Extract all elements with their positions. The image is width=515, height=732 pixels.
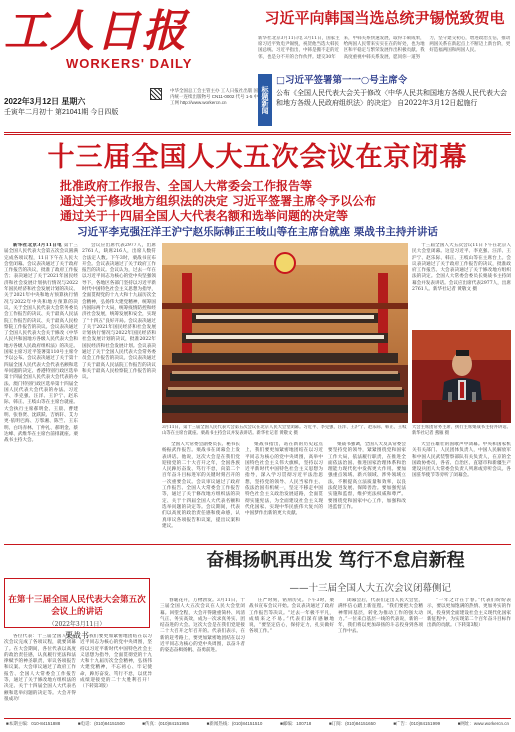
issue-date: 2022年3月12日 星期六 [4,97,86,106]
speaker-photo [412,330,511,423]
feature-headline: 奋楫扬帆再出发 笃行不怠启新程 [206,550,465,571]
article-text: 会议应出席代表2977人，出席2761人，缺席216人，出席人数符合法定人数。下午3时，栗战书宣布开会。会议表决通过了关于政府工作报告的决议。会议认为，过去一年在以习近平同志为核心的党中央坚强领导下，各地区各部门坚持以习近平新时代中国特色社会主义思想为指导，全面贯彻党的十九大和十九届历次全会精神，弘扬伟大建党精神，统筹国内国际两个大局，统筹疫情防控和经济社会发展，统筹发展和安全，实现了“十四五”良好开局。会议表决通过了关于2021年国民经济和社会发展计划执行情况与2022年国民经济和社会发展计划的决议，批准2022年国民经济和社会发展计划。会议表决通过了关于全国人民代表大会常务委员会工作报告的决议。会议表决通过了关于最高人民法院工作报告的决议和关于最高人民检察院工作报告的决议。 [82,243,156,381]
article-column-5 [328,442,406,540]
article-text: 全国人大常委会副委员长、秘书长杨振武作报告。栗战书在闭幕会上发表讲话。他说，这次大会是在我们党迎接党的二十大召开之年，全国各族人民踔厉奋发、笃行不怠，向第二个百年奋斗目标进军的关键时刻召开的一次重要会议。会议审议通过了政府工作报告、全国人大常委会工作报告等，通过了关于修改地方组织法的决定、关于十四届全国人大代表名额和选举问题的决定等。会议期间，代表们以高度的政治责任感和使命感，认真审议各项报告和议案，提出议案和建议。 [162,442,240,529]
article-text: 十三届全国人大五次会议11日下午在北京人民大会堂闭幕。这是习近平、李克强、汪洋、王沪宁、赵乐际、韩正、王岐山等在主席台上。会议表决通过了关于政府工作报告的决议，批准政府工作报告。大会表决通过了关于修改地方组织法的决定。全国人大常委会委员长栗战书主持闭幕会并发表讲话。会议应出席代表2977人，出席2761人。新华社记者 黄敬文 摄 [412,243,511,293]
footer-item: ■本期主编：010-84151888 [6,720,61,726]
speaker-photo-caption: 大会主席团常务主席、执行主席栗战书主持并讲话。新华社记者 燕雁 摄 [412,425,511,436]
divider [4,134,511,135]
footer-item: ■新闻热线：(010)84151510 [206,720,263,726]
feature-subheadline: ——十三届全国人大五次会议闭幕侧记 [289,583,451,594]
article-text: “一年之计在于春。”代表们纷纷表示，要以更加饱满的热情、更加务实的作风，投身到全面建设社会主义现代化国家新征程中，为实现第二个百年奋斗目标作出新的贡献。（下转第3版） [427,598,511,629]
main-subheadline-2: 通过关于修改地方组织法的决定 习近平签署主席令予以公布 [60,194,377,208]
speech-box [4,578,150,640]
article-column-3 [162,442,240,540]
top-right-text: 新华社北京3月11日电 3月11日，国家主席习近平致电尹锡悦，祝贺他当选大韩民国总统。习近平指出，中韩是搬不走的近邻，也是分不开的合作伙伴。建交30年来，中韩关系快速发展，取得丰硕成果，给两国人民带来实实在在的好处，也为地区和平稳定与繁荣发展作出积极贡献。我高度重视中韩关系发展，愿同你一道努力，坚守建交初心，增进政治互信，推动两国关系在新起点上不断迈上新台阶，更好造福两国和两国人民。 [258,36,511,60]
speech-author: 栗战书 [65,631,89,640]
main-photo-caption: 3月11日，第十三届全国人民代表大会第五次会议在北京人民大会堂闭幕。习近平、李克强、汪洋、王沪宁、赵乐际、韩正、王岐山等在主席台就座。栗战书主持会议并发表讲话。新华社记者 黄敬文 摄 [162,425,407,436]
dateline: 新华社北京3月11日电 [13,243,62,248]
article-text: 我们要更加紧密地团结在以习近平同志为核心的党中央周围，坚持以习近平新时代中国特色社会主义思想为指导，全面贯彻党的十九大和十九届历次全会精神，弘扬伟大建党精神，不忘初心、牢记使命，踔厉奋发、笃行不怠，以优异成绩迎接党的二十大胜利召开！（下转第3版） [80,634,152,690]
masthead-logo: 工人日报 [4,6,188,57]
main-subheadline-3: 通过关于十四届全国人大代表名额和选举问题的决定等 [60,209,349,223]
article-column-1 [4,243,78,539]
footer-item: ■传真：(010)84151955 [142,720,190,726]
feature-column-4 [427,598,511,716]
footer-item: ■广告：(010)84151999 [393,720,441,726]
issue-lunar: 壬寅年二月初十 第21041期 今日四版 [4,109,119,116]
main-photo [162,243,408,423]
headline-news-text: 公布《全国人民代表大会关于修改〈中华人民共和国地方各级人民代表大会和地方各级人民政府组织法〉的决定》 自2022年3月12日起施行 [276,89,507,107]
article-column-2 [82,243,156,539]
article-column-4 [245,442,323,540]
top-right-headline: 习近平向韩国当选总统尹锡悦致贺电 [264,9,505,27]
feature-column-3 [338,598,423,716]
speech-column-1 [4,634,76,716]
headline-news-badge: 标题新闻 [258,74,272,126]
article-text: 栗战书指出，站在新的历史起点上，我们要更加紧密地团结在以习近平同志为核心的党中央周围，高举中国特色社会主义伟大旗帜，坚持以习近平新时代中国特色社会主义思想为指导，深入学习贯彻习近平法治思想，坚持党的领导、人民当家作主、依法治国有机统一，坚定不移走中国特色社会主义政治发展道路，全面贯彻实施宪法，为全面建设社会主义现代化国家、实现中华民族伟大复兴的中国梦作出新的更大贡献。 [245,442,323,517]
top-right-news [258,4,511,34]
article-text: 第十三届全国人民代表大会第五次会议圆满完成各项议程，11日下午在人民大会堂闭幕。会议表决通过了关于政府工作报告的决议，批准了政府工作报告；表决通过了关于2021年国民经济和社会发展计划执行情况与2022年国民经济和社会发展计划的决议、关于2021年中央和地方预算执行情况与2022年中央和地方预算的决议、关于全国人民代表大会常务委员会工作报告的决议、关于最高人民法院工作报告的决议、关于最高人民检察院工作报告的决议。会议表决通过了全国人民代表大会关于修改《中华人民共和国地方各级人民代表大会和地方各级人民政府组织法》的决定。国家主席习近平签署第110号主席令予以公布。会议表决通过了关于第十四届全国人民代表大会代表名额和选举问题的决定、香港特别行政区选举第十四届全国人民代表大会代表的办法、澳门特别行政区选举第十四届全国人民代表大会代表的办法。习近平、李克强、汪洋、王沪宁、赵乐际、韩正、王岐山等在主席台就座。大会执行主席郝明金、王晨、曹建明、张春贤、沈跃跃、吉炳轩、艾力更·依明巴海、万鄂湘、陈竺、王东明、白玛赤林、丁仲礼、郝明金、蔡达峰、武维华在主席台前排就座。栗战书主持大会。 [4,243,78,444]
footer-item: ■电话：(010)84151500 [77,720,125,726]
article-text: 栗战书强调，全国人大及其常委会要坚持党的领导，紧紧围绕党和国家工作大局，依法履行职责，在推进全面依法治国、推进国家治理体系和治理能力现代化中发挥更大作用。要加强重点领域、新兴领域、涉外领域立法，不断提高立法质量和效率，以良法促进发展、保障善治。要加强宪法实施和监督，维护宪法权威和尊严。要围绕党和国家中心工作，加强和改进监督工作。 [328,442,406,510]
divider [4,132,511,133]
speech-date: （2022年3月11日） [48,621,106,628]
article-column-7 [412,243,511,327]
article-text: 大会在雄壮的国歌声中闭幕。中央和国家机关有关部门、人民团体负责人，中国人民解放军和中国人民武装警察部队有关负责人，在京的全国政协委员，各省、自治区、直辖市和新疆生产建设兵团人大常委会负责人列席或旁听会议。各国驻华使节等旁听了闭幕会。 [412,442,511,479]
speaker-photo-illustration [412,330,511,423]
article-text: 庄严时刻，铭刻历史。下午3时，栗战书宣布会议开始。会议表决通过了政府工作报告等决议。“过去一年极不平凡，成绩来之不易。”代表们深有感触地说，“要坚定信心，保持定力，扎实做好各项工作。” [249,598,334,635]
divider [4,544,511,545]
main-subheadline-leaders: 习近平李克强汪洋王沪宁赵乐际韩正王岐山等在主席台就座 栗战书主持并讲话 [77,226,438,238]
feature-column-2 [249,598,334,716]
article-text: 春暖花开，万物勃发。3月11日，十三届全国人大五次会议在人民大会堂闭幕。回望全程，大会开得隆重简朴、风清气正、务实高效，成为一次求真务实、团结奋进的大会。这次大会是在我们党迎接二十大召开之年召开的。代表们表示，在新的赶考路上，要更加紧密地团结在以习近平同志为核心的党中央周围，以奋斗者的姿态奋楫扬帆、奋勇前进。 [160,598,245,654]
footer-item: ■订阅：(010)84151650 [328,720,376,726]
feature-column-1 [160,598,245,716]
footer-item: ■网址：www.workercn.cn [457,720,509,726]
footer-bar [4,718,511,728]
main-subheadline-1: 批准政府工作报告、全国人大常委会工作报告等 [60,179,313,193]
qr-code-icon [150,88,162,100]
speech-column-2 [80,634,152,716]
speech-title: 在第十三届全国人民代表大会第五次会议上的讲话 [8,595,146,617]
headline-news-title: □习近平签署第一一○号主席令 [276,75,408,86]
footer-item: ■邮编：100718 [280,720,312,726]
masthead-logo-en: WORKERS' DAILY [66,56,193,71]
article-text: 闭幕会后，代表们走出人民大会堂，满怀信心踏上新征程。“我们要把大会精神带回基层，转化为推动工作的强大动力。”一位来自基层一线的代表说，新的一年，我们将以更加昂扬的斗志投身到各项工作中去。 [338,598,423,635]
article-text: 各位代表：十三届全国人大五次会议完成了各项议程，就要闭幕了。在大会期间，各位代表以高度的政治责任感，认真履行宪法和法律赋予的神圣职责，审议各项报告和议案。大会审议通过了政府工作报告、全国人大常委会工作报告等，通过了关于修改地方组织法的决定、关于十四届全国人大代表名额和选举问题的决定等。大会开得很成功！ [4,634,76,702]
main-photo-illustration [162,243,408,423]
publisher-info: 中华全国总工会主管主办 工人日报社出版 国内统一连续出版物号 CN11-0002 代号 1-5 中工网 http://www.workercn.cn [170,88,259,105]
article-column-6 [412,442,511,540]
main-headline: 十三届全国人大五次会议在京闭幕 [47,142,468,173]
headline-news-block [276,74,511,108]
